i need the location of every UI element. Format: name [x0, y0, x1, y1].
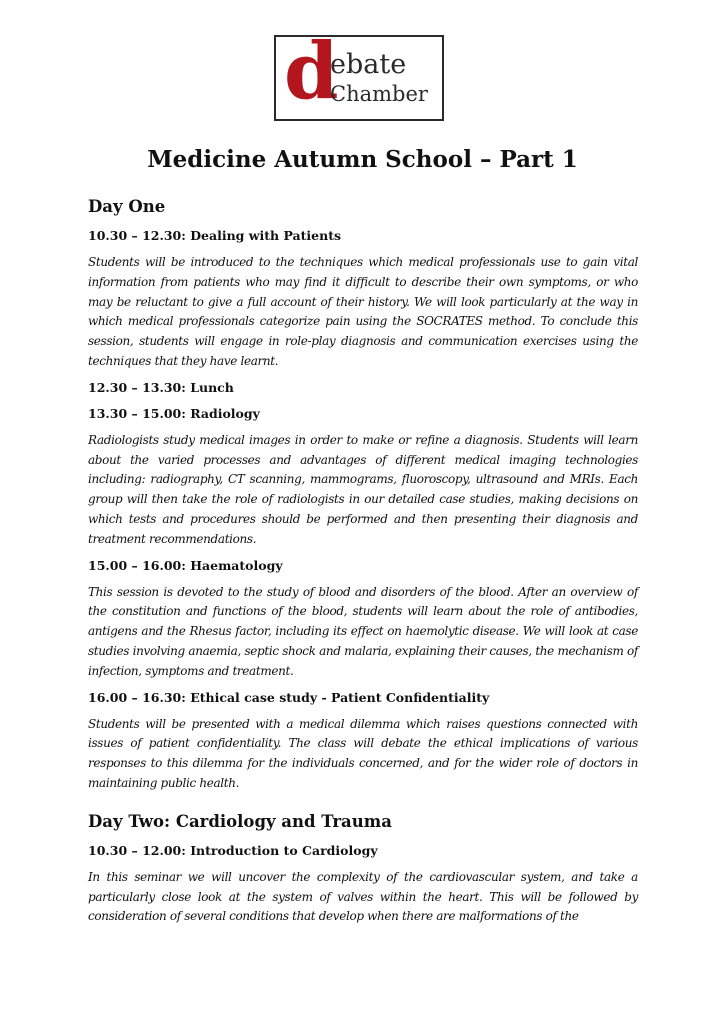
session-heading: 10.30 – 12.00: Introduction to Cardiology: [88, 842, 378, 858]
day-two-section: [88, 810, 638, 927]
session-description: Students will be introduced to the techniques which medical professionals use to gain vital information from patients who may find it difficult to describe their own symptoms, or who may be reluctant to give a full account of their history. We will look particularly at the way in which medical professionals categorize pain using the SOCRATES method. To conclude this session, students will engage in role-play diagnosis and communication exercises using the techniques that they have learnt.: [88, 255, 638, 368]
session-description: In this seminar we will uncover the complexity of the cardiovascular system, and take a particularly close look at the system of valves within the heart. This will be followed by consideration of several conditions that develop when there are malformations of the: [88, 869, 638, 924]
session-description: Students will be presented with a medical dilemma which raises questions connected with issues of patient confidentiality. The class will debate the ethical implications of various responses to this dilemma for the individuals concerned, and for the wider role of doctors in maintaining public health.: [88, 716, 638, 790]
session-heading: 15.00 – 16.00: Haematology: [88, 557, 283, 573]
debate-chamber-logo: [274, 26, 444, 121]
day-one-section: [88, 195, 638, 794]
day-heading: Day One: [88, 197, 166, 216]
day-heading: Day Two: Cardiology and Trauma: [88, 811, 392, 831]
logo-letter: d: [284, 26, 339, 117]
session-heading: 12.30 – 13.30: Lunch: [88, 379, 234, 395]
document-content: [88, 195, 638, 934]
page-title: Medicine Autumn School – Part 1: [147, 146, 578, 173]
session-heading: 13.30 – 15.00: Radiology: [88, 405, 260, 421]
logo-text-line1: ebate: [330, 49, 407, 80]
session-description: Radiologists study medical images in order to make or refine a diagnosis. Students will learn about the varied processes and advantages of different medical imaging technologies including: radiography, CT scanning, mammograms, fluoroscopy, ultrasound and MRIs. Each group will then take the role of radiologists in our detailed case studies, making decisions on which tests and procedures should be performed and then presenting their diagnosis and treatment recommendations.: [88, 432, 638, 546]
logo-text-line2: Chamber: [330, 82, 428, 106]
session-heading: 16.00 – 16.30: Ethical case study - Patient Confidentiality: [88, 689, 490, 705]
session-description: This session is devoted to the study of blood and disorders of the blood. After an overview of the constitution and functions of the blood, students will learn about the role of antibodies, antigens and the Rhesus factor, including its effect on haemolytic disease. We will look at case studies involving anaemia, septic shock and malaria, explaining their causes, the mechanism of infection, symptoms and treatment.: [88, 584, 638, 678]
session-heading: 10.30 – 12.30: Dealing with Patients: [88, 228, 342, 243]
